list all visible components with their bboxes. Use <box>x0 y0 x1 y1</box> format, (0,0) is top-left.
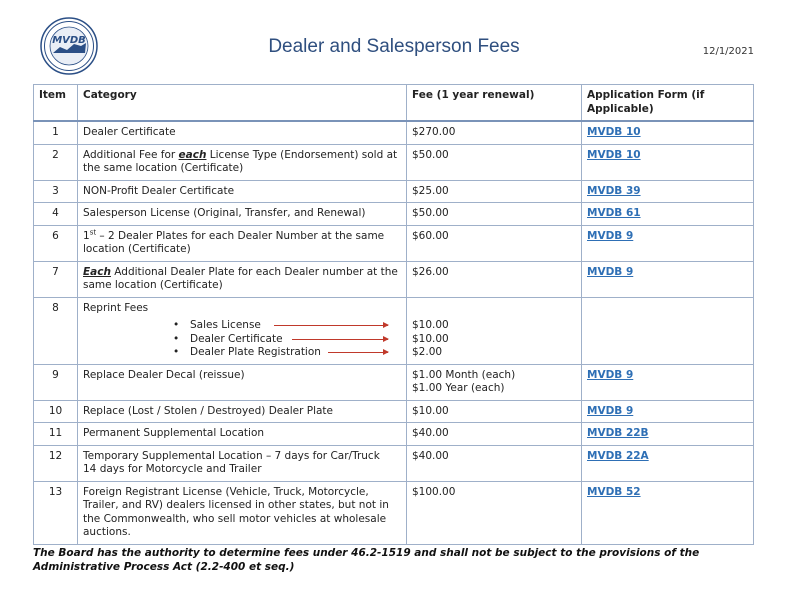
row-fee: $100.00 <box>407 481 582 544</box>
row-fee: $26.00 <box>407 261 582 297</box>
row-category: Dealer Certificate <box>78 121 407 144</box>
row-fee: $10.00 <box>407 400 582 423</box>
table-row <box>34 261 754 297</box>
form-link-mvdb-22a[interactable]: MVDB 22A <box>587 449 649 462</box>
row-fee: $40.00 <box>407 445 582 481</box>
row-category: Foreign Registrant License (Vehicle, Truck, Motorcycle, Trailer, and RV) dealers licensed in other states, but not in the Commonwealth, who sell motor vehicles at wholesale auctions. <box>78 481 407 544</box>
form-link-mvdb-52[interactable]: MVDB 52 <box>587 485 641 498</box>
row-item: 1 <box>34 121 78 144</box>
reprint-sub-item: • Dealer Plate Registration <box>190 346 401 360</box>
row-form <box>582 364 754 400</box>
row-form <box>582 261 754 297</box>
row-item: 4 <box>34 203 78 226</box>
page-title: Dealer and Salesperson Fees <box>268 36 520 57</box>
reprint-sub-list <box>83 319 401 360</box>
table-row <box>34 445 754 481</box>
header-fee: Fee (1 year renewal) <box>407 85 582 122</box>
form-link-mvdb-9[interactable]: MVDB 9 <box>587 265 634 278</box>
arrow-icon <box>292 339 388 340</box>
row-form <box>582 423 754 446</box>
row-item: 3 <box>34 180 78 203</box>
form-link-mvdb-9[interactable]: MVDB 9 <box>587 229 634 242</box>
row-category: Each Additional Dealer Plate for each Dealer number at the same location (Certificate) <box>78 261 407 297</box>
row-fee: $270.00 <box>407 121 582 144</box>
row-item: 13 <box>34 481 78 544</box>
fees-table <box>33 84 754 545</box>
document-date: 12/1/2021 <box>702 46 754 57</box>
row-form <box>582 445 754 481</box>
row-item: 2 <box>34 144 78 180</box>
row-form <box>582 121 754 144</box>
row-category: Salesperson License (Original, Transfer, and Renewal) <box>78 203 407 226</box>
table-row <box>34 144 754 180</box>
row-form <box>582 180 754 203</box>
form-link-mvdb-10[interactable]: MVDB 10 <box>587 126 641 138</box>
row-item: 8 <box>34 297 78 364</box>
row-fee: $1.00 Month (each) $1.00 Year (each) <box>407 364 582 400</box>
row-category: Additional Fee for each License Type (Endorsement) sold at the same location (Certificate) <box>78 144 407 180</box>
header-application-form: Application Form (if Applicable) <box>582 85 754 122</box>
form-link-mvdb-61[interactable]: MVDB 61 <box>587 207 641 219</box>
reprint-fee: $10.00 <box>412 332 449 345</box>
form-link-mvdb-10[interactable]: MVDB 10 <box>587 148 641 161</box>
header-category: Category <box>78 85 407 122</box>
row-fee: $50.00 <box>407 203 582 226</box>
row-item: 11 <box>34 423 78 446</box>
row-form <box>582 144 754 180</box>
authority-footnote: The Board has the authority to determine fees under 46.2-1519 and shall not be subject to the provisions of the Administrative Process Act (2.2-400 et seq.) <box>33 547 700 573</box>
row-category <box>78 297 407 364</box>
table-row <box>34 481 754 544</box>
row-form <box>582 481 754 544</box>
reprint-sub-item: • Sales License <box>190 319 401 333</box>
row-form <box>582 297 754 364</box>
form-link-mvdb-39[interactable]: MVDB 39 <box>587 184 641 197</box>
row-item: 10 <box>34 400 78 423</box>
reprint-sub-item: • Dealer Certificate <box>190 333 401 347</box>
table-row <box>34 180 754 203</box>
reprint-fees-label: Reprint Fees <box>83 301 149 314</box>
row-item: 7 <box>34 261 78 297</box>
row-fee: $25.00 <box>407 180 582 203</box>
row-fee: $40.00 <box>407 423 582 446</box>
row-form <box>582 225 754 261</box>
row-category: NON-Profit Dealer Certificate <box>78 180 407 203</box>
row-fee <box>407 297 582 364</box>
row-item: 9 <box>34 364 78 400</box>
table-row <box>34 423 754 446</box>
row-fee: $60.00 <box>407 225 582 261</box>
table-row <box>34 400 754 423</box>
form-link-mvdb-9[interactable]: MVDB 9 <box>587 404 634 417</box>
row-category: Permanent Supplemental Location <box>78 423 407 446</box>
svg-text:MVDB: MVDB <box>52 35 86 46</box>
row-category: 1st – 2 Dealer Plates for each Dealer Number at the same location (Certificate) <box>78 225 407 261</box>
form-link-mvdb-22b[interactable]: MVDB 22B <box>587 427 649 439</box>
row-category: Temporary Supplemental Location – 7 days for Car/Truck 14 days for Motorcycle and Trailer <box>78 445 407 481</box>
row-item: 12 <box>34 445 78 481</box>
arrow-icon <box>328 352 388 353</box>
reprint-fee: $10.00 <box>412 319 449 331</box>
form-link-mvdb-9[interactable]: MVDB 9 <box>587 368 634 381</box>
row-category: Replace Dealer Decal (reissue) <box>78 364 407 400</box>
table-header-row <box>34 85 754 122</box>
reprint-fee: $2.00 <box>412 346 443 358</box>
table-row <box>34 121 754 144</box>
row-form <box>582 400 754 423</box>
table-row <box>34 364 754 400</box>
row-item: 6 <box>34 225 78 261</box>
row-form <box>582 203 754 226</box>
table-row <box>34 225 754 261</box>
arrow-icon <box>274 325 388 326</box>
row-fee: $50.00 <box>407 144 582 180</box>
table-row-reprint <box>34 297 754 364</box>
header-item: Item <box>34 85 78 122</box>
table-row <box>34 203 754 226</box>
row-category: Replace (Lost / Stolen / Destroyed) Dealer Plate <box>78 400 407 423</box>
